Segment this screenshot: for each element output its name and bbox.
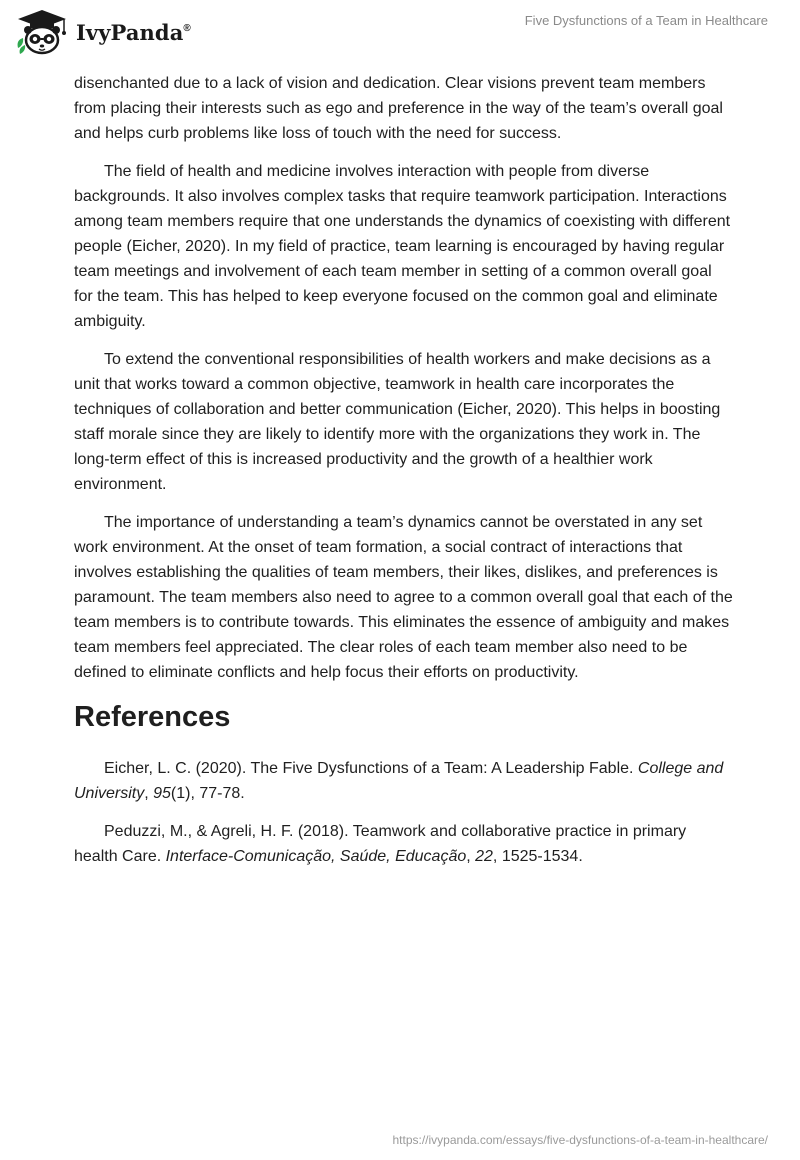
reference-volume: 95 [153, 785, 171, 802]
essay-content [74, 71, 734, 882]
document-title: Five Dysfunctions of a Team in Healthcare [524, 13, 768, 28]
page-header [0, 0, 800, 62]
panda-graduate-icon [14, 8, 70, 56]
reference-item: Eicher, L. C. (2020). The Five Dysfunctions of a Team: A Leadership Fable. College and University, 95(1), 77-78. [74, 760, 724, 802]
registered-mark: ® [183, 22, 191, 34]
paragraph: The field of health and medicine involves interaction with people from diverse backgrounds. It also involves complex tasks that require teamwork participation. Interactions among team members require that one understands the dynamics of coexisting with different people (Eicher, 2020). In my field of practice, team learning is encouraged by having regular team meetings and involvement of each team member in setting of a common overall goal for the team. This has helped to keep everyone focused on the common goal and eliminate ambiguity. [74, 163, 731, 330]
brand-name: IvyPanda® [76, 19, 191, 45]
reference-journal: Interface-Comunicação, Saúde, Educação [165, 848, 467, 865]
reference-volume: 22 [475, 848, 493, 865]
references-heading: References [74, 701, 231, 733]
paragraph: The importance of understanding a team’s dynamics cannot be overstated in any set work environment. At the onset of team formation, a social contract of interactions that involves establishing the qualities of team members, their likes, dislikes, and preferences is paramount. The team members also need to agree to a common overall goal that each of the team members is to contribute towards. This eliminates the essence of ambiguity and makes team members feel appreciated. The clear roles of each team member also need to be defined to eliminate conflicts and help focus their efforts on productivity. [74, 514, 733, 681]
ivypanda-logo[interactable] [14, 8, 191, 56]
paragraph: To extend the conventional responsibilities of health workers and make decisions as a unit that works toward a common objective, teamwork in health care incorporates the techniques of collaboration and better communication (Eicher, 2020). This helps in boosting staff morale since they are likely to identify more with the organizations they work in. The long-term effect of this is increased productivity and the growth of a healthier work environment. [74, 351, 721, 493]
reference-item: Peduzzi, M., & Agreli, H. F. (2018). Teamwork and collaborative practice in primary health Care. Interface-Comunicação, Saúde, Educação, 22, 1525-1534. [74, 823, 687, 865]
paragraph-continued: disenchanted due to a lack of vision and dedication. Clear visions prevent team members from placing their interests such as ego and preference in the way of the team’s overall goal and helps curb problems like loss of touch with the need for success. [74, 75, 723, 142]
reference-journal: College and University [74, 760, 724, 802]
source-url[interactable]: https://ivypanda.com/essays/five-dysfunctions-of-a-team-in-healthcare/ [392, 1133, 768, 1147]
